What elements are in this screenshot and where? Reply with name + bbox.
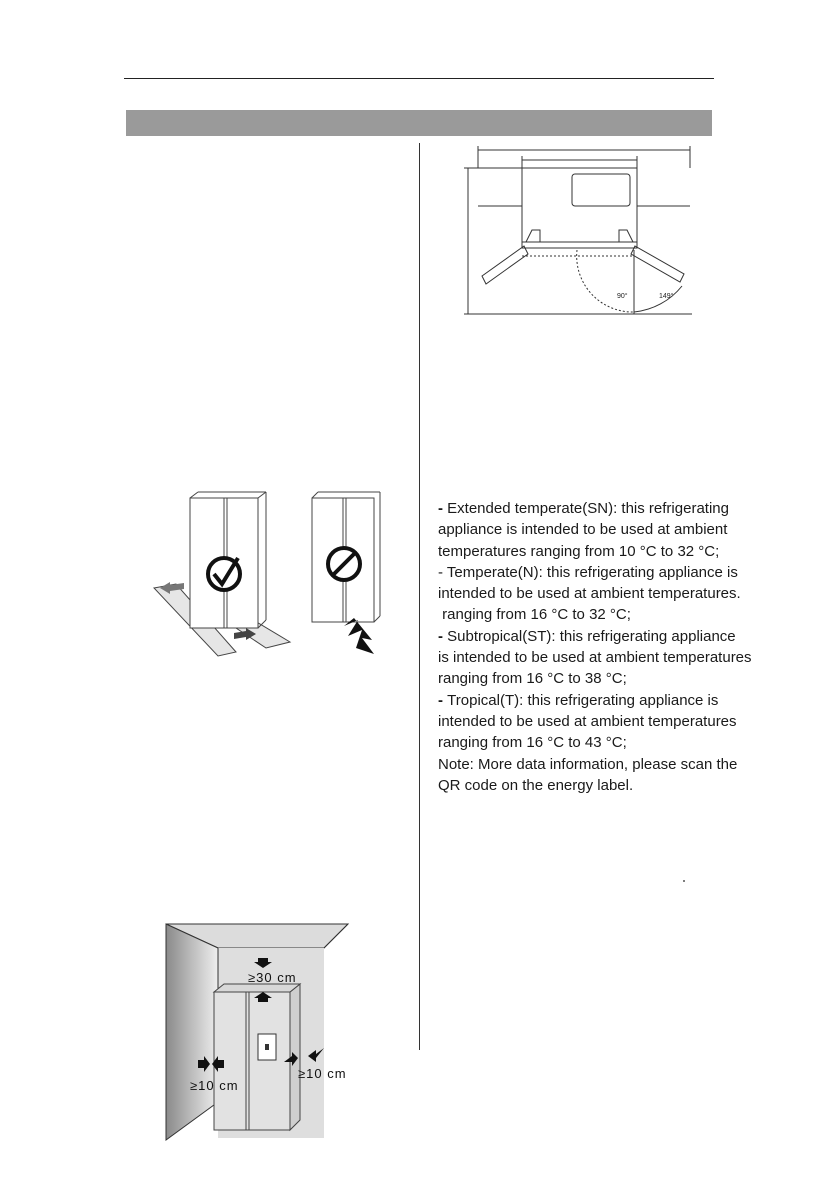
- list-dash: -: [438, 627, 448, 645]
- climate-line: temperatures ranging from 10 °C to 32 °C;: [438, 542, 720, 560]
- prohibited-icon: [328, 548, 360, 580]
- list-dash: -: [438, 563, 447, 581]
- climate-class-st: [438, 626, 768, 690]
- climate-text: Temperate(N): this refrigerating appliance is: [446, 563, 738, 581]
- column-divider: [419, 143, 420, 1050]
- angle-label-149: 149°: [659, 293, 674, 300]
- energy-label-note: Note: More data information, please scan the: [438, 755, 738, 773]
- climate-line: appliance is intended to be used at ambient: [438, 521, 728, 539]
- check-icon: [208, 558, 240, 590]
- climate-text: Extended temperate(SN): this refrigerating: [447, 500, 729, 517]
- clearance-left-label: ≥10 cm: [190, 1078, 239, 1093]
- list-dash: -: [438, 500, 448, 517]
- climate-line: ranging from 16 °C to 38 °C;: [438, 670, 627, 688]
- door-clearance-plan-diagram: [462, 146, 702, 321]
- climate-line: intended to be used at ambient temperatures: [438, 712, 737, 730]
- climate-class-list: [438, 498, 768, 796]
- climate-line: [438, 626, 768, 647]
- fridge-leveling-diagram: [148, 488, 388, 668]
- climate-text: Subtropical(ST): this refrigerating appliance: [447, 627, 736, 645]
- climate-text: Tropical(T): this refrigerating appliance is: [447, 691, 719, 709]
- wall-clearance-diagram: [164, 922, 354, 1144]
- climate-line: [438, 562, 768, 583]
- list-dash: -: [438, 691, 448, 709]
- climate-line: ranging from 16 °C to 32 °C;: [438, 606, 631, 624]
- section-header-bar: [126, 110, 712, 136]
- climate-line: ranging from 16 °C to 43 °C;: [438, 734, 627, 752]
- angle-label-90: 90°: [617, 293, 628, 300]
- header-rule: [124, 78, 714, 79]
- clearance-right-label: ≥10 cm: [298, 1066, 347, 1081]
- climate-class-sn: [438, 498, 768, 562]
- climate-line: [438, 498, 768, 519]
- climate-class-n: [438, 562, 768, 626]
- energy-label-note: QR code on the energy label.: [438, 776, 634, 794]
- stray-dot: [683, 880, 685, 882]
- climate-class-t: [438, 690, 768, 754]
- climate-line: [438, 690, 768, 711]
- climate-line: intended to be used at ambient temperatures.: [438, 585, 741, 603]
- climate-line: is intended to be used at ambient temperatures: [438, 649, 752, 667]
- clearance-top-label: ≥30 cm: [248, 970, 297, 985]
